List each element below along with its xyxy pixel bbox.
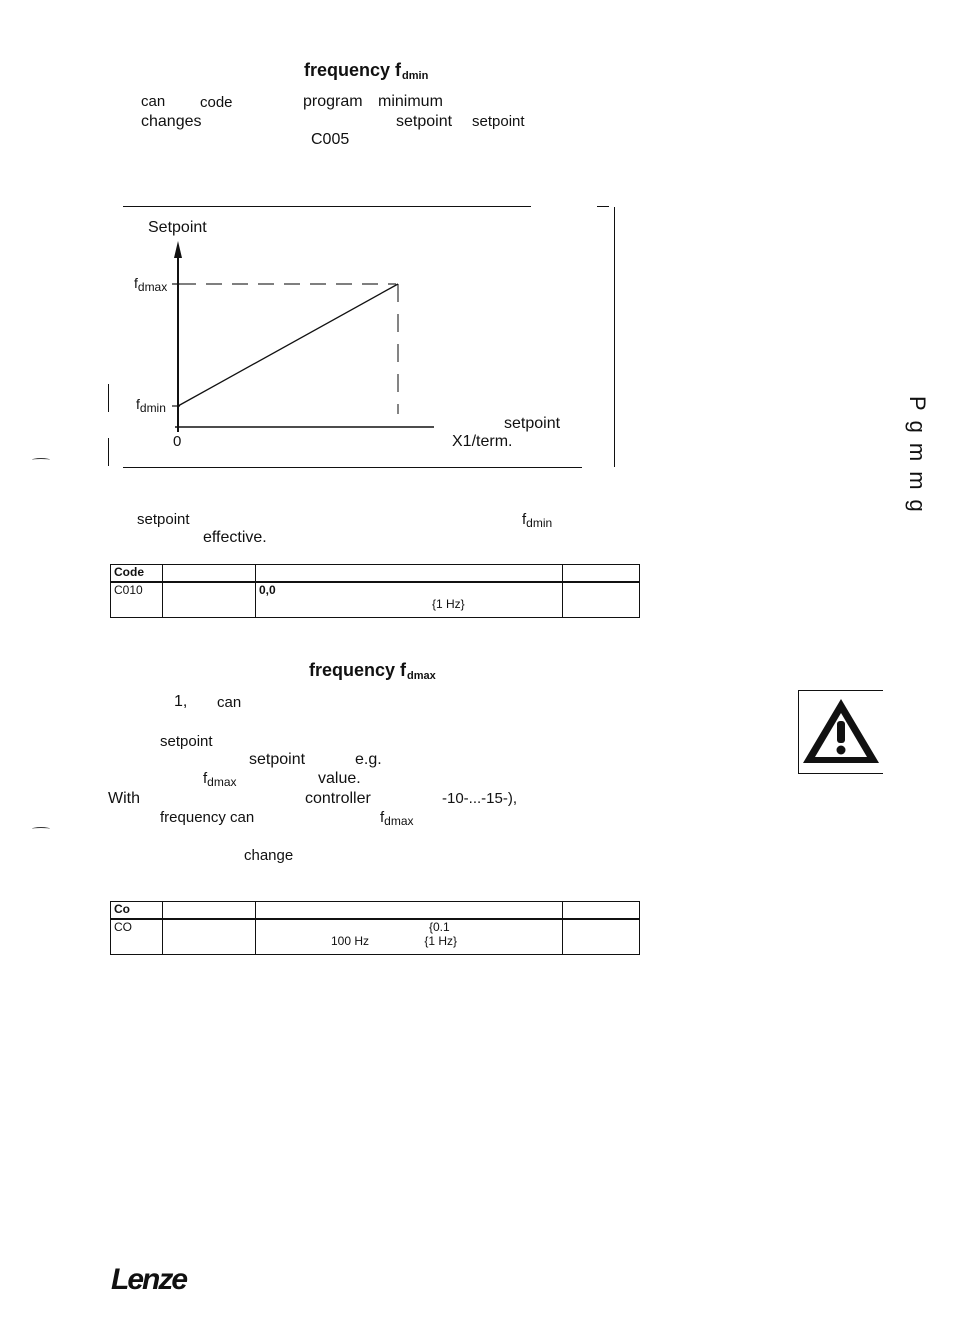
text-fdmax-2-f: f [380,809,385,826]
text-setpoint-a: setpoint [396,113,453,130]
code-table-c010 [110,564,640,618]
text-setpoint-b: setpoint [472,113,525,130]
text-setpoint-2: setpoint [160,733,213,750]
note-fdmin [522,511,552,530]
code2-cell: CO [111,919,163,955]
text-changes: changes [141,113,202,130]
note-setpoint: setpoint [137,511,190,528]
header-cell-3 [256,565,563,583]
text-can: can [141,93,166,110]
fmax-label [134,275,167,294]
text-codes-range: -10-...-15-), [442,790,518,807]
fmax-label-sub: dmax [137,280,168,294]
table-header-row [111,565,640,583]
text-fdmax-f: f [203,770,208,787]
heading2-subscript: dmax [407,670,436,682]
margin-dash-2 [32,827,50,831]
name-cell [163,582,256,618]
table-row [111,582,640,618]
note-effective: effective. [203,529,267,546]
extra2-cell [563,919,640,955]
characteristic-line [178,284,398,406]
text-value: value. [318,770,361,787]
value-cell [256,582,563,618]
x-axis-label-setpoint: setpoint [504,415,561,432]
unit-text: {1 Hz} [432,597,465,611]
text-minimum: minimum [378,93,443,110]
note-fdmin-sub: dmin [526,516,553,530]
text-frequency-can: frequency can [160,809,255,826]
text-can-2: can [217,694,242,711]
table-row [111,919,640,955]
heading-text: frequency f [304,60,402,80]
y-axis-label: Setpoint [148,219,207,236]
warning-triangle-icon [799,691,883,773]
y-axis-arrow-icon [174,241,182,258]
text-code: code [200,94,233,111]
text-controller: controller [305,790,371,807]
fmin-label [136,396,166,415]
heading2-text: frequency f [309,660,407,680]
text-setpoint-3: setpoint [249,751,306,768]
heading-subscript: dmin [402,70,429,82]
name2-cell [163,919,256,955]
fmin-label-f: f [136,396,140,412]
value2-cell [256,919,563,955]
warning-box [798,690,883,774]
text-1: 1, [174,693,188,710]
header2-cell-2 [163,902,256,920]
text-program: program [303,93,363,110]
text-fdmax [203,770,237,789]
code-table-c011 [110,901,640,955]
note-fdmin-f: f [522,511,527,528]
margin-dash-1 [32,458,50,462]
text-fdmax-sub: dmax [207,775,237,789]
header-cell-4 [563,565,640,583]
code-cell: C010 [111,582,163,618]
text-change: change [244,847,294,864]
header2-cell-4 [563,902,640,920]
fmin-label-sub: dmin [139,401,166,415]
table2-header-row [111,902,640,920]
side-vertical-text: Pgmmg [905,396,930,522]
text-c005: C005 [311,131,350,148]
text-eg: e.g. [355,751,382,768]
value2-a-text: {0.1 [429,920,450,934]
lenze-logo: Lenze [111,1263,187,1296]
value2-b-text: 100 Hz [331,934,370,948]
header2-cell-3 [256,902,563,920]
x-axis-zero: 0 [173,433,182,450]
header2-code-cell: Co [111,902,163,920]
value-text: 0,0 [259,583,276,597]
header-cell-2 [163,565,256,583]
header-code-cell: Code [111,565,163,583]
x-axis-label-terminal: X1/term. [452,433,513,450]
extra-cell [563,582,640,618]
text-with: With [108,790,140,807]
unit2-text: {1 Hz} [424,934,458,948]
section-heading-fdmax [309,660,436,682]
fmax-label-f: f [134,275,138,291]
text-fdmax-2-sub: dmax [384,814,414,828]
text-fdmax-2 [380,809,414,828]
